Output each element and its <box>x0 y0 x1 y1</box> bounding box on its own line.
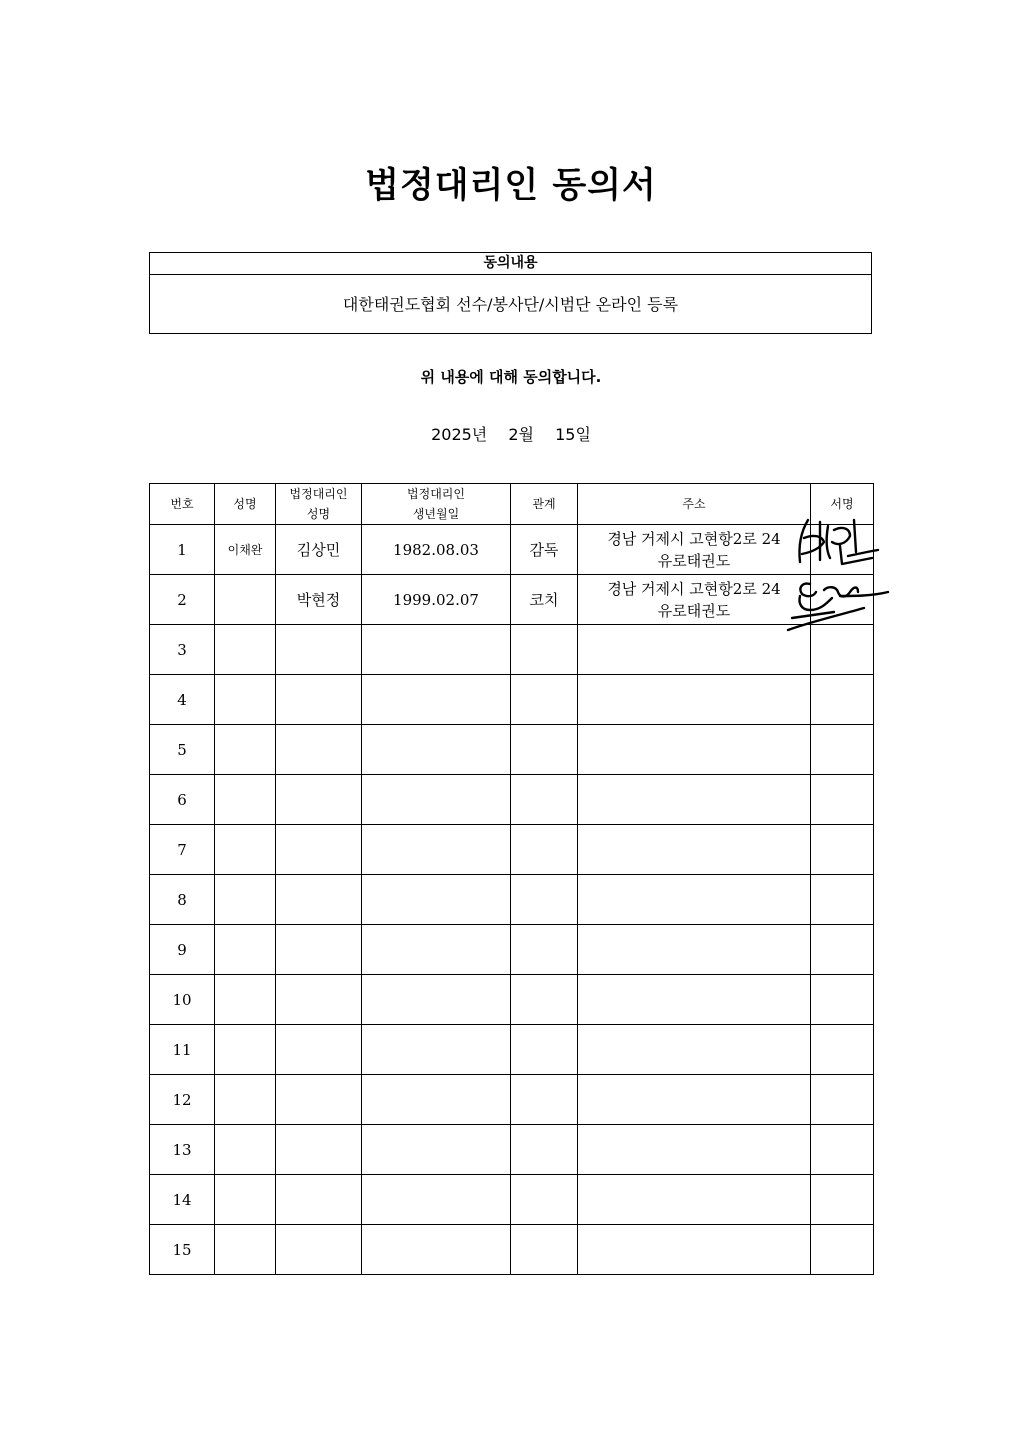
cell-signature <box>811 925 874 975</box>
cell-guardian-name <box>276 975 362 1025</box>
cell-signature <box>811 1025 874 1075</box>
cell-guardian-name: 박현정 <box>276 575 362 625</box>
cell-no: 1 <box>150 525 215 575</box>
header-relation: 관계 <box>511 484 578 525</box>
agreement-statement: 위 내용에 대해 동의합니다. <box>420 368 602 386</box>
cell-address <box>578 1175 811 1225</box>
cell-name <box>215 825 276 875</box>
cell-guardian-name <box>276 775 362 825</box>
cell-name <box>215 575 276 625</box>
header-guardian-name-line1: 법정대리인 <box>289 487 348 501</box>
cell-guardian-birth <box>362 825 511 875</box>
table-row <box>150 775 874 825</box>
cell-relation <box>511 775 578 825</box>
table-row <box>150 525 874 575</box>
cell-guardian-birth <box>362 925 511 975</box>
cell-address <box>578 775 811 825</box>
cell-guardian-birth <box>362 1075 511 1125</box>
date-month: 2월 <box>508 425 534 444</box>
cell-guardian-birth <box>362 875 511 925</box>
cell-guardian-name <box>276 675 362 725</box>
cell-relation <box>511 925 578 975</box>
date-day: 15일 <box>555 425 591 444</box>
cell-guardian-birth <box>362 1125 511 1175</box>
table-row <box>150 1125 874 1175</box>
cell-address <box>578 575 811 625</box>
cell-relation <box>511 625 578 675</box>
cell-signature <box>811 1225 874 1275</box>
consent-box-content: 대한태권도협회 선수/봉사단/시범단 온라인 등록 <box>342 295 679 314</box>
cell-guardian-birth: 1982.08.03 <box>362 525 511 575</box>
cell-address <box>578 625 811 675</box>
cell-guardian-name <box>276 725 362 775</box>
date-year: 2025년 <box>431 425 488 444</box>
cell-name <box>215 1025 276 1075</box>
table-row <box>150 675 874 725</box>
cell-address <box>578 925 811 975</box>
cell-name <box>215 775 276 825</box>
cell-address-line: 유로태권도 <box>657 551 731 570</box>
cell-guardian-birth <box>362 1025 511 1075</box>
cell-address <box>578 725 811 775</box>
cell-guardian-birth <box>362 625 511 675</box>
table-row <box>150 1175 874 1225</box>
consent-box-header: 동의내용 <box>150 253 871 275</box>
cell-guardian-name <box>276 1175 362 1225</box>
cell-guardian-name <box>276 875 362 925</box>
table-row <box>150 825 874 875</box>
cell-address <box>578 525 811 575</box>
cell-no: 3 <box>150 625 215 675</box>
cell-relation <box>511 1225 578 1275</box>
cell-guardian-name <box>276 1025 362 1075</box>
header-guardian-birth-line2: 생년월일 <box>412 507 460 521</box>
cell-address <box>578 1025 811 1075</box>
table-row <box>150 975 874 1025</box>
cell-guardian-name <box>276 1125 362 1175</box>
cell-name <box>215 675 276 725</box>
cell-relation <box>511 975 578 1025</box>
table-row <box>150 1025 874 1075</box>
cell-name <box>215 1125 276 1175</box>
cell-name <box>215 975 276 1025</box>
cell-no: 2 <box>150 575 215 625</box>
consent-box <box>149 252 872 334</box>
cell-name: 이채완 <box>215 525 276 575</box>
cell-name <box>215 625 276 675</box>
header-guardian-birth <box>362 484 511 525</box>
cell-address <box>578 975 811 1025</box>
cell-guardian-name <box>276 1075 362 1125</box>
cell-no: 13 <box>150 1125 215 1175</box>
table-row <box>150 725 874 775</box>
cell-signature <box>811 975 874 1025</box>
cell-signature <box>811 525 874 575</box>
cell-no: 12 <box>150 1075 215 1125</box>
cell-guardian-birth <box>362 1225 511 1275</box>
header-signature: 서명 <box>811 484 874 525</box>
cell-name <box>215 875 276 925</box>
cell-guardian-birth <box>362 1175 511 1225</box>
cell-signature <box>811 1175 874 1225</box>
header-guardian-name <box>276 484 362 525</box>
cell-signature <box>811 1125 874 1175</box>
cell-address-line: 경남 거제시 고현항2로 24 <box>607 529 781 548</box>
cell-no: 5 <box>150 725 215 775</box>
cell-name <box>215 725 276 775</box>
cell-no: 9 <box>150 925 215 975</box>
table-row <box>150 925 874 975</box>
cell-signature <box>811 875 874 925</box>
cell-guardian-birth <box>362 975 511 1025</box>
cell-no: 8 <box>150 875 215 925</box>
cell-signature <box>811 825 874 875</box>
cell-relation: 코치 <box>511 575 578 625</box>
cell-guardian-name <box>276 925 362 975</box>
cell-no: 4 <box>150 675 215 725</box>
cell-address <box>578 1125 811 1175</box>
header-address: 주소 <box>578 484 811 525</box>
cell-address-line: 유로태권도 <box>657 601 731 620</box>
roster-body <box>150 525 874 1275</box>
cell-relation <box>511 825 578 875</box>
cell-guardian-birth <box>362 725 511 775</box>
document-title: 법정대리인 동의서 <box>365 166 657 206</box>
cell-signature <box>811 1075 874 1125</box>
cell-signature <box>811 575 874 625</box>
cell-no: 6 <box>150 775 215 825</box>
header-no: 번호 <box>150 484 215 525</box>
header-name: 성명 <box>215 484 276 525</box>
cell-relation: 감독 <box>511 525 578 575</box>
cell-relation <box>511 1175 578 1225</box>
cell-relation <box>511 875 578 925</box>
cell-signature <box>811 625 874 675</box>
cell-relation <box>511 1075 578 1125</box>
cell-address-line: 경남 거제시 고현항2로 24 <box>607 579 781 598</box>
cell-address <box>578 1075 811 1125</box>
cell-no: 7 <box>150 825 215 875</box>
table-row <box>150 625 874 675</box>
cell-relation <box>511 725 578 775</box>
cell-no: 15 <box>150 1225 215 1275</box>
cell-address <box>578 825 811 875</box>
cell-name <box>215 925 276 975</box>
cell-no: 10 <box>150 975 215 1025</box>
cell-guardian-name <box>276 625 362 675</box>
cell-address <box>578 675 811 725</box>
cell-guardian-birth <box>362 775 511 825</box>
roster-table <box>149 483 874 1275</box>
cell-signature <box>811 675 874 725</box>
cell-relation <box>511 1125 578 1175</box>
table-row <box>150 1225 874 1275</box>
cell-relation <box>511 1025 578 1075</box>
table-row <box>150 575 874 625</box>
document-date <box>0 422 1022 445</box>
table-row <box>150 875 874 925</box>
cell-name <box>215 1175 276 1225</box>
table-row <box>150 1075 874 1125</box>
cell-guardian-name: 김상민 <box>276 525 362 575</box>
cell-guardian-name <box>276 825 362 875</box>
cell-signature <box>811 725 874 775</box>
cell-name <box>215 1225 276 1275</box>
cell-no: 11 <box>150 1025 215 1075</box>
cell-guardian-birth: 1999.02.07 <box>362 575 511 625</box>
cell-guardian-name <box>276 1225 362 1275</box>
cell-no: 14 <box>150 1175 215 1225</box>
header-guardian-name-line2: 성명 <box>306 507 331 521</box>
header-guardian-birth-line1: 법정대리인 <box>407 487 465 501</box>
cell-relation <box>511 675 578 725</box>
cell-address <box>578 1225 811 1275</box>
cell-address <box>578 875 811 925</box>
cell-signature <box>811 775 874 825</box>
table-header-row <box>150 484 874 525</box>
cell-name <box>215 1075 276 1125</box>
cell-guardian-birth <box>362 675 511 725</box>
